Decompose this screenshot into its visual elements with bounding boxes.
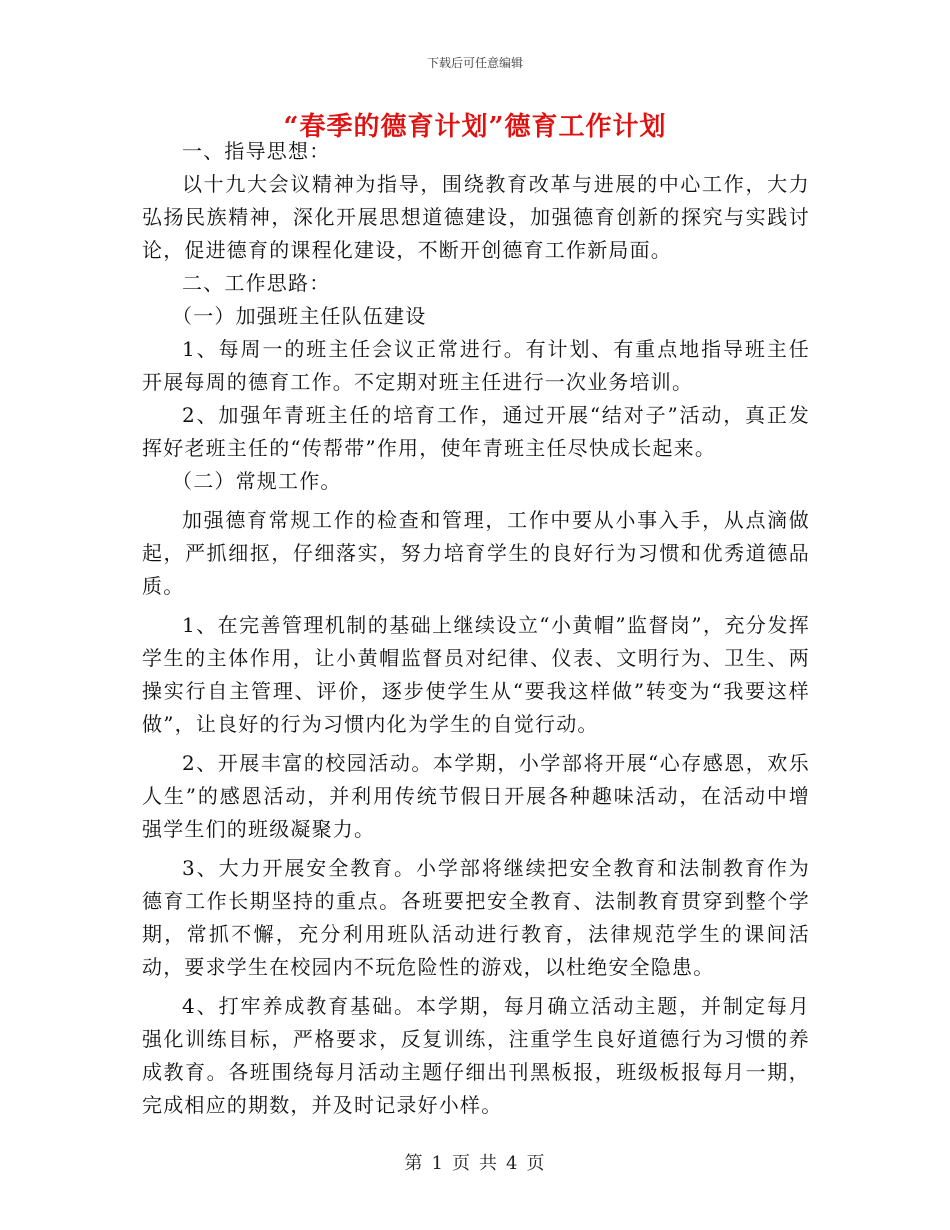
paragraph: 加强德育常规工作的检查和管理，工作中要从小事入手，从点滴做起，严抓细抠，仔细落实，努力培育学生的良好行为习惯和优秀道德品质。 <box>142 508 810 598</box>
paragraph: 2、开展丰富的校园活动。本学期，小学部将开展“心存感恩，欢乐人生”的感恩活动，并利用传统节假日开展各种趣味活动，在活动中增强学生们的班级凝聚力。 <box>142 751 810 841</box>
section-heading: 二、工作思路： <box>182 271 331 295</box>
document-title: “春季的德育计划”德育工作计划 <box>283 112 667 142</box>
paragraph: 以十九大会议精神为指导，围绕教育改革与进展的中心工作，大力弘扬民族精神，深化开展思想道德建设，加强德育创新的探究与实践讨论，促进德育的课程化建设，不断开创德育工作新局面。 <box>142 172 810 262</box>
paragraph: 2、加强年青班主任的培育工作，通过开展“结对子”活动，真正发挥好老班主任的“传帮带”作用，使年青班主任尽快成长起来。 <box>142 403 810 460</box>
document-body <box>142 135 810 1122</box>
paragraph: 3、大力开展安全教育。小学部将继续把安全教育和法制教育作为德育工作长期坚持的重点。各班要把安全教育、法制教育贯穿到整个学期，常抓不懈，充分利用班队活动进行教育，法律规范学生的课间活动，要求学生在校园内不玩危险性的游戏，以杜绝安全隐患。 <box>142 856 810 979</box>
page-footer <box>0 1149 950 1175</box>
footer-total-pages: 4 <box>506 1153 519 1174</box>
subsection-heading: （一）加强班主任队伍建设 <box>172 304 427 328</box>
subsection-heading: （二）常规工作。 <box>172 469 342 493</box>
footer-page-number: 1 <box>431 1153 444 1174</box>
footer-gong: 共 <box>479 1153 498 1174</box>
section-heading: 一、指导思想： <box>182 139 331 163</box>
footer-ye: 页 <box>452 1153 471 1174</box>
footer-di: 第 <box>404 1153 424 1174</box>
footer-ye: 页 <box>526 1153 546 1174</box>
paragraph: 1、每周一的班主任会议正常进行。有计划、有重点地指导班主任开展每周的德育工作。不定期对班主任进行一次业务培训。 <box>142 337 810 394</box>
header-note: 下载后可任意编辑 <box>426 56 523 70</box>
paragraph: 4、打牢养成教育基础。本学期，每月确立活动主题，并制定每月强化训练目标，严格要求，反复训练，注重学生良好道德行为习惯的养成教育。各班围绕每月活动主题仔细出刊黑板报，班级板报每月一期，完成相应的期数，并及时记录好小样。 <box>142 994 810 1117</box>
paragraph: 1、在完善管理机制的基础上继续设立“小黄帽”监督岗”，充分发挥学生的主体作用，让小黄帽监督员对纪律、仪表、文明行为、卫生、两操实行自主管理、评价，逐步使学生从“要我这样做”转变为“我要这样做”，让良好的行为习惯内化为学生的自觉行动。 <box>142 613 810 736</box>
